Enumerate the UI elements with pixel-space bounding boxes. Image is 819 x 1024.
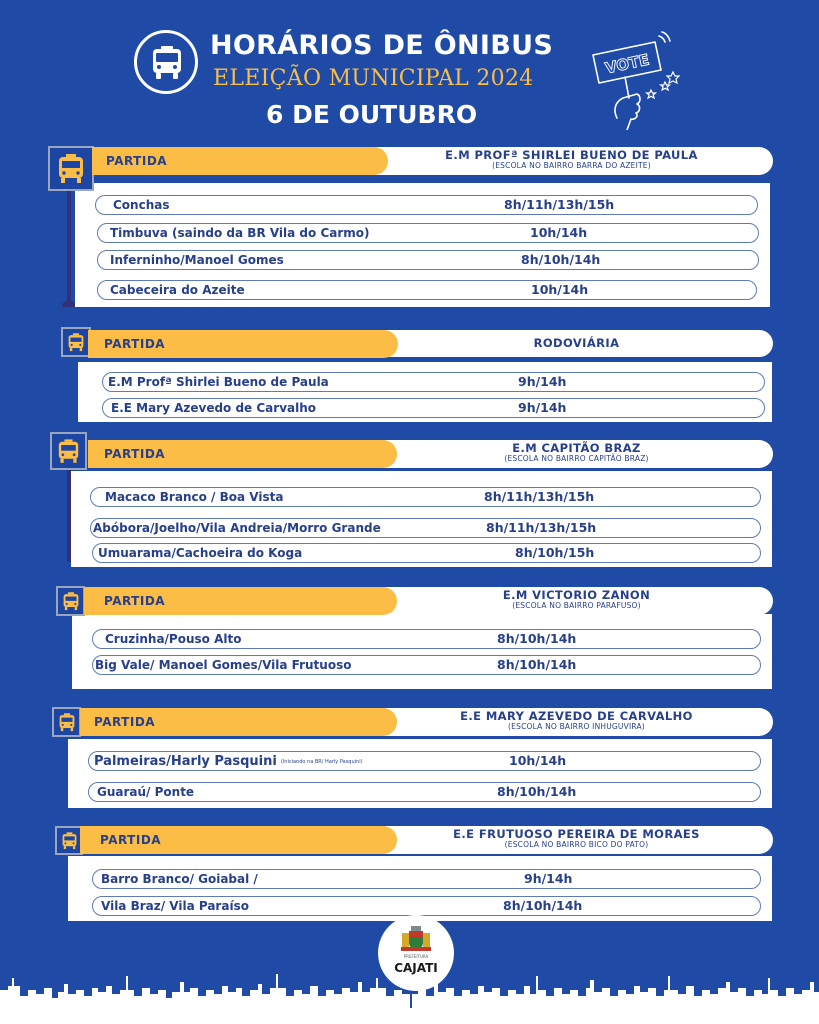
route-name: Umuarama/Cachoeira do Koga	[98, 546, 303, 560]
route-times: 8h/10h/14h	[497, 784, 577, 799]
departure-header	[80, 826, 397, 854]
route-row	[97, 250, 759, 270]
route-times: 8h/10h/15h	[515, 545, 595, 560]
route-row	[90, 487, 761, 507]
destination-name: E.E MARY AZEVEDO DE CARVALHO	[460, 709, 693, 723]
bus-stop-sign	[48, 146, 94, 191]
route-row	[88, 751, 761, 771]
route-times: 8h/10h/14h	[503, 898, 583, 913]
page-title: HORÁRIOS DE ÔNIBUS	[210, 30, 554, 61]
route-name	[94, 753, 363, 770]
route-times: 8h/11h/13h/15h	[504, 197, 615, 212]
destination-note: (ESCOLA NO BAIRRO PARAFUSO)	[512, 601, 641, 610]
route-name: Abóbora/Joelho/Vila Andreia/Morro Grande	[93, 521, 381, 535]
vote-sign-text: VOTE	[603, 50, 651, 78]
bus-icon	[68, 333, 84, 352]
route-name-part: Harly Pasquini	[170, 754, 277, 769]
bus-stop-base	[62, 300, 76, 307]
departure-label: PARTIDA	[100, 833, 162, 847]
destination-note: (ESCOLA NO BAIRRO CAPITÃO BRAZ)	[504, 454, 649, 463]
coat-of-arms-icon	[398, 925, 434, 953]
stars-icon	[647, 72, 679, 98]
destination-header	[380, 708, 773, 736]
route-row	[92, 655, 761, 675]
header-bus-badge	[134, 30, 198, 94]
destination-note: (ESCOLA NO BAIRRO BICO DO PATO)	[504, 840, 649, 849]
route-row	[88, 782, 761, 802]
route-name: Vila Braz/ Vila Paraíso	[101, 899, 249, 913]
route-name: Barro Branco/ Goiabal /	[101, 872, 258, 886]
departure-label: PARTIDA	[104, 594, 166, 608]
route-name: Cruzinha/Pouso Alto	[105, 632, 242, 646]
departure-header	[88, 440, 397, 468]
route-row	[102, 398, 765, 418]
departure-label: PARTIDA	[104, 337, 166, 351]
route-name: Big Vale/ Manoel Gomes/Vila Frutuoso	[95, 658, 352, 672]
destination-note: (ESCOLA NO BAIRRO BARRA DO AZEITE)	[492, 161, 651, 170]
route-name: E.M Profª Shirlei Bueno de Paula	[108, 375, 329, 389]
route-row	[92, 896, 761, 916]
bus-stop-sign	[52, 707, 81, 737]
route-name: Cabeceira do Azeite	[110, 283, 245, 297]
bus-icon	[58, 439, 79, 464]
route-times: 9h/14h	[524, 871, 573, 886]
route-row	[92, 869, 761, 889]
bus-icon	[58, 154, 84, 184]
bus-icon	[63, 592, 79, 611]
destination-header	[380, 587, 773, 615]
routes-panel	[72, 614, 772, 689]
logo-text: CAJATI	[394, 961, 438, 975]
route-name: Conchas	[113, 198, 170, 212]
event-date: 6 DE OUTUBRO	[266, 100, 478, 129]
route-row	[90, 518, 761, 538]
route-times: 8h/11h/13h/15h	[484, 489, 595, 504]
destination-header	[380, 440, 773, 468]
departure-header	[92, 147, 388, 175]
route-name: Macaco Branco / Boa Vista	[105, 490, 284, 504]
vote-hand-icon	[585, 30, 685, 130]
destination-header	[370, 147, 773, 175]
route-times: 8h/10h/14h	[497, 631, 577, 646]
route-row	[92, 629, 761, 649]
route-note: (Iniciando na BR/ Harly Pasquini)	[280, 758, 363, 765]
departure-label: PARTIDA	[104, 447, 166, 461]
route-name: Guaraú/ Ponte	[97, 785, 195, 799]
departure-header	[84, 587, 397, 615]
destination-name: E.M PROFª SHIRLEI BUENO DE PAULA	[445, 148, 698, 162]
route-name: E.E Mary Azevedo de Carvalho	[111, 401, 317, 415]
bus-icon	[62, 832, 77, 850]
destination-header	[380, 330, 773, 357]
bus-stop-sign	[50, 432, 87, 470]
bus-stop-sign	[56, 586, 85, 616]
departure-header	[80, 708, 397, 736]
destination-name: RODOVIÁRIA	[533, 336, 620, 350]
bus-stop-sign	[55, 826, 83, 855]
city-logo	[378, 915, 454, 991]
route-row	[92, 543, 761, 563]
destination-name: E.M VICTORIO ZANON	[502, 588, 651, 602]
route-times: 10h/14h	[531, 282, 589, 297]
route-times: 10h/14h	[509, 753, 567, 768]
bus-icon	[59, 713, 75, 732]
route-times: 8h/10h/14h	[497, 657, 577, 672]
route-name: Timbuva (saindo da BR Vila do Carmo)	[110, 226, 370, 240]
departure-header	[88, 330, 398, 358]
logo-small-text: PREFEITURA	[403, 954, 429, 959]
route-times: 8h/11h/13h/15h	[486, 520, 597, 535]
route-row	[95, 195, 758, 215]
destination-name: E.M CAPITÃO BRAZ	[512, 441, 641, 455]
route-times: 9h/14h	[518, 400, 567, 415]
vote-sign-illustration	[585, 30, 685, 134]
route-row	[97, 223, 759, 243]
route-times: 10h/14h	[530, 225, 588, 240]
route-name: Inferninho/Manoel Gomes	[110, 253, 284, 267]
page-subtitle: ELEIÇÃO MUNICIPAL 2024	[213, 66, 534, 91]
destination-name: E.E FRUTUOSO PEREIRA DE MORAES	[453, 827, 700, 841]
route-row	[97, 280, 757, 300]
route-times: 9h/14h	[518, 374, 567, 389]
route-row	[102, 372, 765, 392]
route-times: 8h/10h/14h	[521, 252, 601, 267]
bus-icon	[151, 45, 183, 81]
bus-stop-pole	[67, 188, 71, 300]
departure-label: PARTIDA	[94, 715, 156, 729]
departure-label: PARTIDA	[106, 154, 168, 168]
bus-stop-sign	[61, 327, 91, 357]
destination-header	[380, 826, 773, 854]
destination-note: (ESCOLA NO BAIRRO INHUGUVIRA)	[508, 722, 645, 731]
route-name-part: Palmeiras/	[94, 754, 171, 769]
